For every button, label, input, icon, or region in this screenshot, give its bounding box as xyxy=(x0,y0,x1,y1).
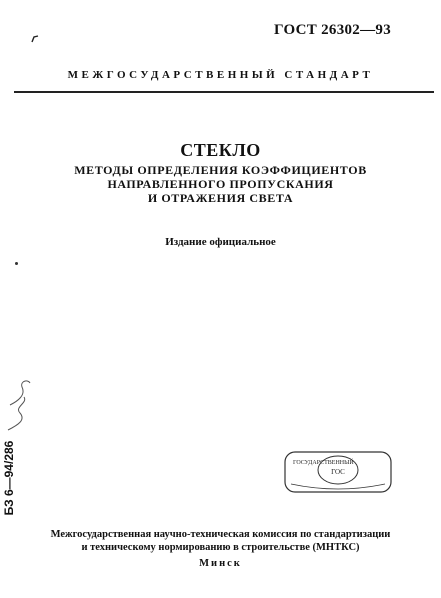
pen-mark-icon xyxy=(30,34,40,44)
ink-dot xyxy=(15,262,18,265)
standard-type: МЕЖГОСУДАРСТВЕННЫЙ СТАНДАРТ xyxy=(67,69,374,81)
document-title: СТЕКЛО xyxy=(180,140,261,160)
city-label: Минск xyxy=(199,558,242,569)
handwritten-note-icon xyxy=(0,375,38,435)
official-stamp-icon xyxy=(283,448,393,496)
subtitle-line: И ОТРАЖЕНИЯ СВЕТА xyxy=(147,191,294,205)
committee-line: Межгосударственная научно-техническая комиссия по стандартизации xyxy=(50,529,391,540)
document-number: ГОСТ 26302—93 xyxy=(274,22,392,38)
edition-label: Издание официальное xyxy=(165,236,276,248)
subtitle-line: НАПРАВЛЕННОГО ПРОПУСКАНИЯ xyxy=(107,177,334,191)
subtitle-line: МЕТОДЫ ОПРЕДЕЛЕНИЯ КОЭФФИЦИЕНТОВ xyxy=(74,163,367,177)
document-subtitle xyxy=(0,163,441,205)
committee-name xyxy=(0,528,441,554)
header-divider xyxy=(14,91,434,93)
svg-text:ГОС: ГОС xyxy=(331,468,345,476)
svg-text:ГОСУДАРСТВЕННЫЙ: ГОСУДАРСТВЕННЫЙ xyxy=(293,460,354,466)
committee-line: и техническому нормированию в строительстве (МНТКС) xyxy=(81,542,360,553)
side-code-label: БЗ 6—94/286 xyxy=(2,440,16,516)
